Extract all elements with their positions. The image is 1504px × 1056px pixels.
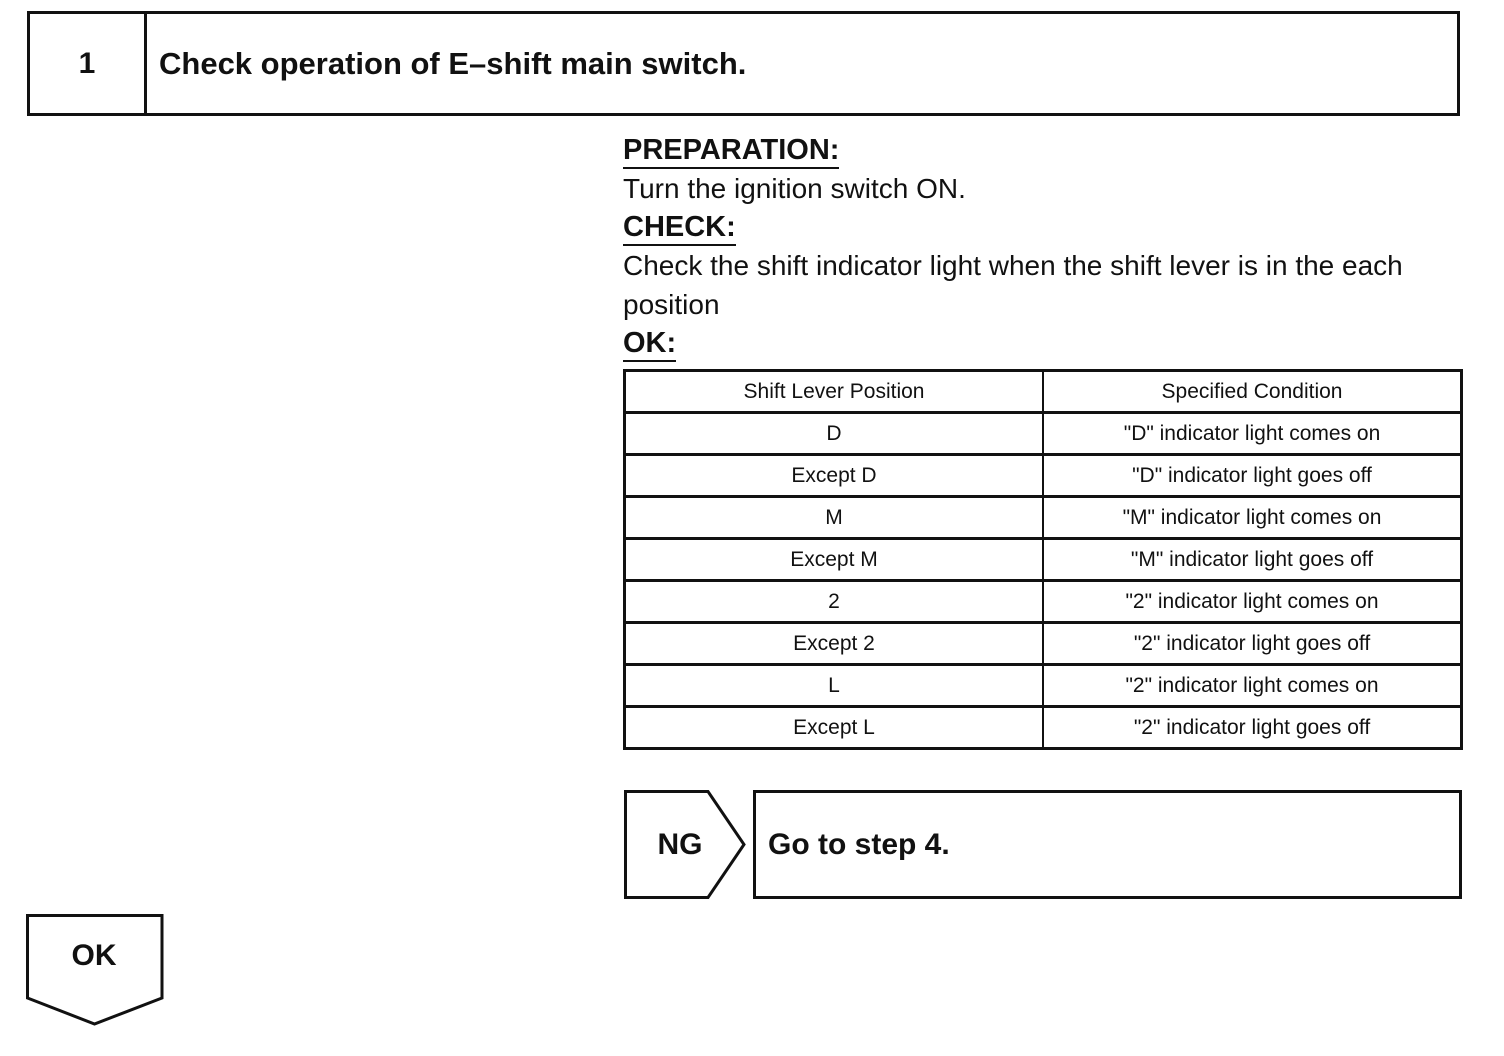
shift-lever-position-cell: Except D: [625, 455, 1044, 497]
ok-branch-marker: [26, 914, 166, 1026]
step-header: [27, 11, 1460, 116]
preparation-heading: PREPARATION:: [623, 133, 839, 169]
specified-condition-cell: "M" indicator light goes off: [1043, 539, 1462, 581]
column-header-specified-condition: Specified Condition: [1043, 371, 1462, 413]
specification-table: [623, 369, 1463, 750]
ng-label: NG: [657, 827, 703, 861]
shift-lever-position-cell: 2: [625, 581, 1044, 623]
specified-condition-cell: "2" indicator light comes on: [1043, 665, 1462, 707]
table-row: [625, 413, 1462, 455]
check-heading: CHECK:: [623, 210, 736, 246]
specified-condition-cell: "D" indicator light comes on: [1043, 413, 1462, 455]
check-text-line-1: Check the shift indicator light when the shift lever is in the each: [623, 250, 1403, 281]
table-header-row: [625, 371, 1462, 413]
table-row: [625, 539, 1462, 581]
table-row: [625, 455, 1462, 497]
step-title: Check operation of E–shift main switch.: [159, 45, 747, 81]
shift-lever-position-cell: Except L: [625, 707, 1044, 749]
column-header-shift-lever-position: Shift Lever Position: [625, 371, 1044, 413]
specified-condition-cell: "2" indicator light goes off: [1043, 623, 1462, 665]
ok-label: OK: [71, 939, 117, 972]
table-row: [625, 665, 1462, 707]
ng-branch-marker: [624, 790, 746, 899]
shift-lever-position-cell: D: [625, 413, 1044, 455]
shift-lever-position-cell: L: [625, 665, 1044, 707]
table-row: [625, 623, 1462, 665]
specified-condition-cell: "D" indicator light goes off: [1043, 455, 1462, 497]
table-row: [625, 581, 1462, 623]
shift-lever-position-cell: M: [625, 497, 1044, 539]
step-number: 1: [30, 14, 147, 113]
table-row: [625, 707, 1462, 749]
preparation-text: Turn the ignition switch ON.: [623, 173, 966, 204]
ng-action: Go to step 4.: [753, 790, 1462, 899]
ok-heading: OK:: [623, 326, 676, 362]
specified-condition-cell: "2" indicator light comes on: [1043, 581, 1462, 623]
shift-lever-position-cell: Except 2: [625, 623, 1044, 665]
shift-lever-position-cell: Except M: [625, 539, 1044, 581]
specified-condition-cell: "2" indicator light goes off: [1043, 707, 1462, 749]
check-text-line-2: position: [623, 289, 720, 320]
table-row: [625, 497, 1462, 539]
specified-condition-cell: "M" indicator light comes on: [1043, 497, 1462, 539]
